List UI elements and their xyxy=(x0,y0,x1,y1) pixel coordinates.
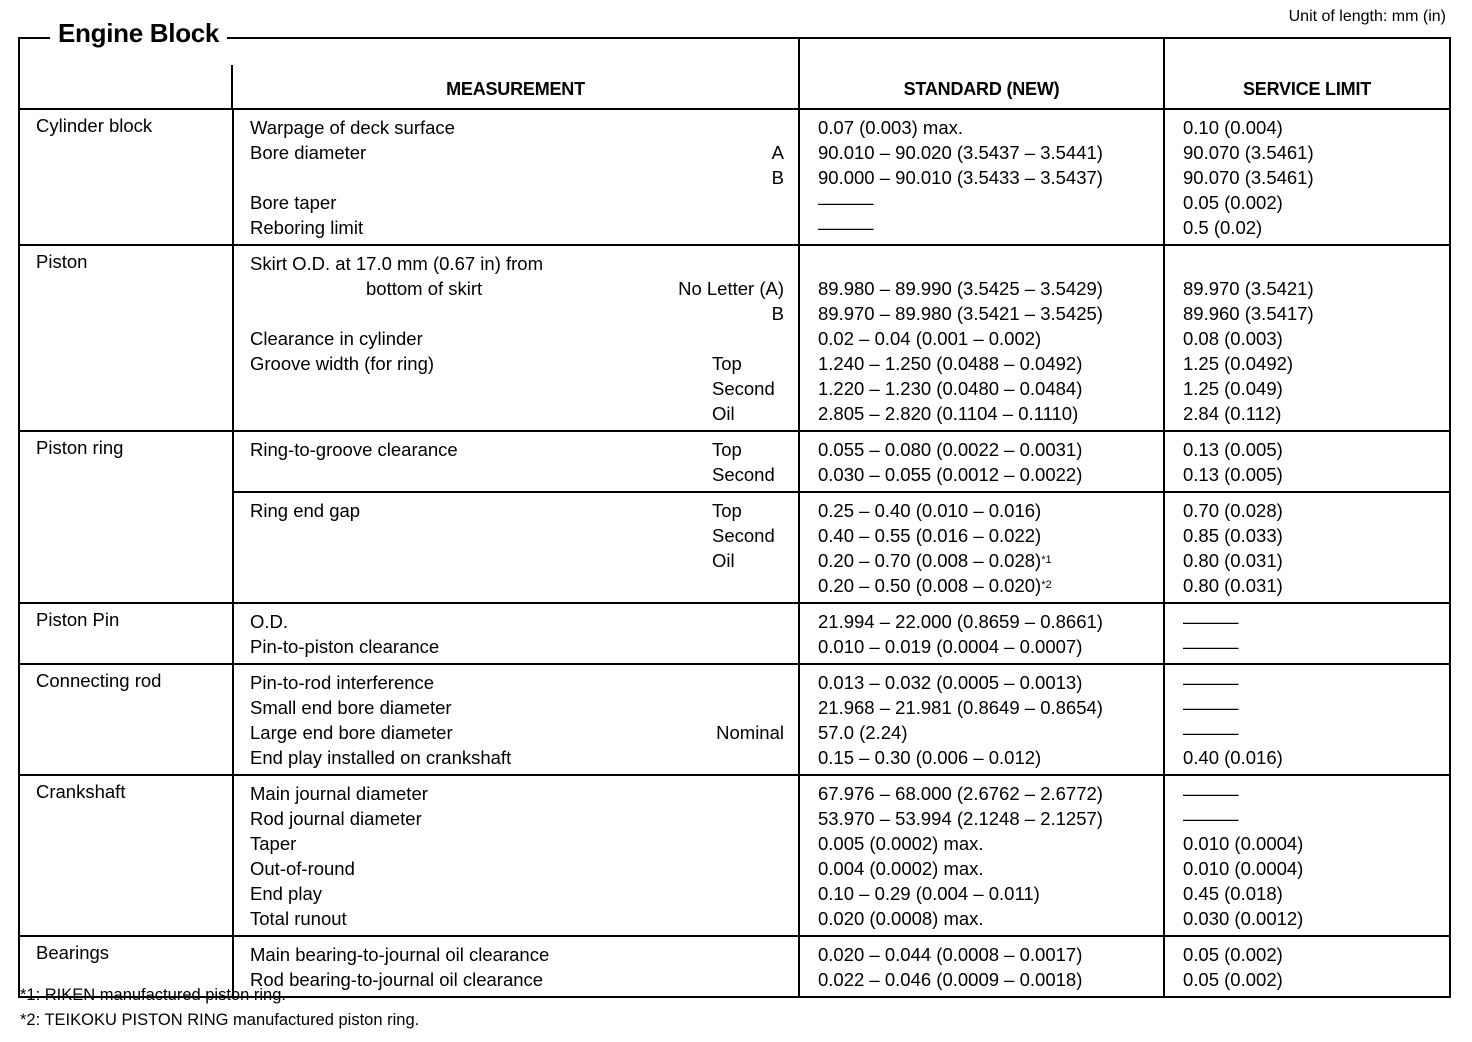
service-limit-cell xyxy=(1164,775,1450,936)
measurement-text xyxy=(250,462,712,487)
measurement-line xyxy=(250,695,784,720)
measurement-line xyxy=(250,498,784,523)
standard-value: 2.805 – 2.820 (0.1104 – 0.1110) xyxy=(818,403,1079,424)
standard-line xyxy=(818,215,1163,240)
standard-value: 1.240 – 1.250 (0.0488 – 0.0492) xyxy=(818,353,1083,374)
service-limit-line xyxy=(1183,548,1449,573)
measurement-line xyxy=(250,190,784,215)
service-limit-value: 0.70 (0.028) xyxy=(1183,500,1283,521)
service-limit-line xyxy=(1183,720,1449,745)
measurement-text: Main bearing-to-journal oil clearance xyxy=(250,944,550,965)
standard-line xyxy=(818,856,1163,881)
service-limit-line xyxy=(1183,251,1449,276)
service-limit-line xyxy=(1183,190,1449,215)
component-name: Connecting rod xyxy=(19,664,233,775)
standard-line xyxy=(818,745,1163,770)
standard-value: 0.055 – 0.080 (0.0022 – 0.0031) xyxy=(818,439,1083,460)
standard-value: 0.40 – 0.55 (0.016 – 0.022) xyxy=(818,525,1042,546)
measurement-text xyxy=(250,573,784,598)
measurement-line xyxy=(250,140,784,165)
standard-value: ——— xyxy=(818,192,874,213)
measurement-line xyxy=(250,301,784,326)
service-limit-value: ——— xyxy=(1183,783,1239,804)
measurement-text: Rod bearing-to-journal oil clearance xyxy=(250,969,544,990)
standard-value: 0.15 – 0.30 (0.006 – 0.012) xyxy=(818,747,1042,768)
service-limit-value: 0.85 (0.033) xyxy=(1183,525,1283,546)
service-limit-value: ——— xyxy=(1183,672,1239,693)
service-limit-value: 0.10 (0.004) xyxy=(1183,117,1283,138)
standard-value: 0.02 – 0.04 (0.001 – 0.002) xyxy=(818,328,1042,349)
measurement-text xyxy=(250,301,772,326)
standard-line xyxy=(818,462,1163,487)
measurement-text: O.D. xyxy=(250,611,289,632)
service-limit-value: 90.070 (3.5461) xyxy=(1183,142,1314,163)
service-limit-value: 89.970 (3.5421) xyxy=(1183,278,1314,299)
standard-line xyxy=(818,326,1163,351)
measurement-qualifier: Oil xyxy=(712,550,735,571)
service-limit-line xyxy=(1183,462,1449,487)
service-limit-value: 0.13 (0.005) xyxy=(1183,439,1283,460)
table-row xyxy=(19,245,1450,431)
service-limit-line xyxy=(1183,523,1449,548)
standard-line xyxy=(818,609,1163,634)
standard-line xyxy=(818,548,1163,573)
standard-value: 0.10 – 0.29 (0.004 – 0.011) xyxy=(818,883,1040,904)
measurement-qualifier: B xyxy=(771,303,784,324)
measurement-text: Bore diameter xyxy=(250,142,367,163)
service-limit-value: 0.5 (0.02) xyxy=(1183,217,1263,238)
standard-line xyxy=(818,351,1163,376)
measurement-line xyxy=(250,856,784,881)
measurement-cell xyxy=(233,775,799,936)
standard-line xyxy=(818,498,1163,523)
standard-line xyxy=(818,720,1163,745)
standard-line xyxy=(818,781,1163,806)
standard-value: 0.010 – 0.019 (0.0004 – 0.0007) xyxy=(818,636,1083,657)
standard-value: 0.020 – 0.044 (0.0008 – 0.0017) xyxy=(818,944,1083,965)
service-limit-cell xyxy=(1164,245,1450,431)
standard-line xyxy=(818,115,1163,140)
standard-line xyxy=(818,165,1163,190)
component-name: Cylinder block xyxy=(19,109,233,245)
measurement-line xyxy=(250,831,784,856)
standard-value: 0.005 (0.0002) max. xyxy=(818,833,984,854)
service-limit-value: 0.40 (0.016) xyxy=(1183,747,1283,768)
service-limit-cell xyxy=(1164,431,1450,492)
standard-cell xyxy=(799,431,1164,492)
service-limit-line xyxy=(1183,573,1449,598)
footnote-1: *1: RIKEN manufactured piston ring. xyxy=(20,986,286,1004)
standard-value: 0.013 – 0.032 (0.0005 – 0.0013) xyxy=(818,672,1083,693)
engine-block-spec-table xyxy=(18,37,1451,998)
standard-value: 0.20 – 0.50 (0.008 – 0.020) xyxy=(818,575,1042,596)
measurement-line xyxy=(250,215,784,240)
standard-line xyxy=(818,806,1163,831)
measurement-line xyxy=(250,720,784,745)
standard-line xyxy=(818,967,1163,992)
table-row xyxy=(19,109,1450,245)
service-limit-value: ——— xyxy=(1183,808,1239,829)
measurement-line xyxy=(250,401,784,426)
measurement-text: Reboring limit xyxy=(250,217,364,238)
service-limit-line xyxy=(1183,781,1449,806)
standard-line xyxy=(818,276,1163,301)
measurement-text xyxy=(250,523,712,548)
service-limit-line xyxy=(1183,695,1449,720)
measurement-text: Ring end gap xyxy=(250,500,361,521)
footnote-2: *2: TEIKOKU PISTON RING manufactured piston ring. xyxy=(20,1011,420,1029)
measurement-qualifier: Second xyxy=(712,464,775,485)
unit-note: Unit of length: mm (in) xyxy=(1288,8,1446,25)
service-limit-cell xyxy=(1164,936,1450,997)
measurement-qualifier: Nominal xyxy=(716,722,784,743)
measurement-cell xyxy=(233,109,799,245)
service-limit-line xyxy=(1183,437,1449,462)
measurement-qualifier: Top xyxy=(712,500,742,521)
page-title: Engine Block xyxy=(50,18,227,49)
measurement-line xyxy=(250,634,784,659)
standard-value: ——— xyxy=(818,217,874,238)
service-limit-line xyxy=(1183,301,1449,326)
standard-line xyxy=(818,251,1163,276)
measurement-line xyxy=(250,745,784,770)
standard-line xyxy=(818,881,1163,906)
standard-value: 57.0 (2.24) xyxy=(818,722,908,743)
measurement-line xyxy=(250,609,784,634)
table-row xyxy=(19,603,1450,664)
service-limit-line xyxy=(1183,165,1449,190)
measurement-text: Clearance in cylinder xyxy=(250,328,423,349)
measurement-text: bottom of skirt xyxy=(366,278,483,299)
measurement-line xyxy=(250,906,784,931)
standard-value: 0.25 – 0.40 (0.010 – 0.016) xyxy=(818,500,1042,521)
standard-value: 0.20 – 0.70 (0.008 – 0.028) xyxy=(818,550,1042,571)
standard-value: 0.030 – 0.055 (0.0012 – 0.0022) xyxy=(818,464,1083,485)
measurement-text: Bore taper xyxy=(250,192,337,213)
measurement-line xyxy=(250,437,784,462)
standard-value: 90.010 – 90.020 (3.5437 – 3.5441) xyxy=(818,142,1103,163)
measurement-line xyxy=(250,548,784,573)
standard-cell xyxy=(799,664,1164,775)
standard-line xyxy=(818,695,1163,720)
standard-cell xyxy=(799,492,1164,603)
standard-value: 0.020 (0.0008) max. xyxy=(818,908,984,929)
measurement-text: Warpage of deck surface xyxy=(250,117,455,138)
service-limit-line xyxy=(1183,881,1449,906)
service-limit-line xyxy=(1183,856,1449,881)
standard-line xyxy=(818,301,1163,326)
standard-value: 0.07 (0.003) max. xyxy=(818,117,963,138)
service-limit-line xyxy=(1183,498,1449,523)
service-limit-value: 0.80 (0.031) xyxy=(1183,550,1283,571)
service-limit-value: 2.84 (0.112) xyxy=(1183,403,1282,424)
standard-line xyxy=(818,376,1163,401)
measurement-text xyxy=(250,376,712,401)
measurement-text: Pin-to-rod interference xyxy=(250,672,435,693)
measurement-cell xyxy=(233,245,799,431)
measurement-line xyxy=(250,115,784,140)
measurement-text xyxy=(250,401,712,426)
measurement-line xyxy=(250,251,784,276)
measurement-line xyxy=(250,351,784,376)
service-limit-value: 0.05 (0.002) xyxy=(1183,944,1283,965)
header-row xyxy=(19,38,1450,109)
measurement-line xyxy=(250,523,784,548)
standard-value: 89.980 – 89.990 (3.5425 – 3.5429) xyxy=(818,278,1103,299)
service-limit-line xyxy=(1183,745,1449,770)
service-limit-line xyxy=(1183,831,1449,856)
measurement-text: Out-of-round xyxy=(250,858,355,879)
measurement-line xyxy=(250,326,784,351)
standard-value: 21.994 – 22.000 (0.8659 – 0.8661) xyxy=(818,611,1103,632)
measurement-line xyxy=(250,881,784,906)
service-limit-cell xyxy=(1164,492,1450,603)
measurement-text: Taper xyxy=(250,833,297,854)
service-limit-value: 0.05 (0.002) xyxy=(1183,969,1283,990)
component-name: Crankshaft xyxy=(19,775,233,936)
standard-line xyxy=(818,670,1163,695)
measurement-line xyxy=(250,376,784,401)
standard-cell xyxy=(799,245,1164,431)
service-limit-value: 1.25 (0.049) xyxy=(1183,378,1283,399)
service-limit-value: 1.25 (0.0492) xyxy=(1183,353,1294,374)
measurement-qualifier: No Letter (A) xyxy=(678,278,784,299)
service-limit-value: 0.45 (0.018) xyxy=(1183,883,1283,904)
measurement-text: Ring-to-groove clearance xyxy=(250,439,458,460)
service-limit-line xyxy=(1183,215,1449,240)
service-limit-line xyxy=(1183,634,1449,659)
service-limit-value: ——— xyxy=(1183,636,1239,657)
service-limit-value: ——— xyxy=(1183,697,1239,718)
standard-value: 0.022 – 0.046 (0.0009 – 0.0018) xyxy=(818,969,1083,990)
measurement-text: Large end bore diameter xyxy=(250,722,453,743)
header-service-limit: SERVICE LIMIT xyxy=(1164,38,1450,109)
standard-line xyxy=(818,437,1163,462)
component-name: Bearings xyxy=(19,936,233,997)
service-limit-cell xyxy=(1164,109,1450,245)
measurement-line xyxy=(250,967,784,992)
standard-value: 67.976 – 68.000 (2.6762 – 2.6772) xyxy=(818,783,1103,804)
measurement-text: End play installed on crankshaft xyxy=(250,747,512,768)
component-name: Piston ring xyxy=(19,431,233,603)
standard-value: 0.004 (0.0002) max. xyxy=(818,858,984,879)
measurement-qualifier: Top xyxy=(712,353,742,374)
measurement-text: Groove width (for ring) xyxy=(250,353,435,374)
component-name: Piston xyxy=(19,245,233,431)
service-limit-value: 0.010 (0.0004) xyxy=(1183,833,1304,854)
service-limit-value: ——— xyxy=(1183,722,1239,743)
measurement-qualifier: Second xyxy=(712,525,775,546)
service-limit-line xyxy=(1183,140,1449,165)
measurement-text xyxy=(250,548,712,573)
measurement-line xyxy=(250,462,784,487)
standard-value: 90.000 – 90.010 (3.5433 – 3.5437) xyxy=(818,167,1103,188)
standard-line xyxy=(818,523,1163,548)
measurement-line xyxy=(250,573,784,598)
service-limit-value: 0.05 (0.002) xyxy=(1183,192,1283,213)
measurement-line xyxy=(250,670,784,695)
standard-line xyxy=(818,831,1163,856)
standard-line xyxy=(818,190,1163,215)
table-row xyxy=(19,664,1450,775)
measurement-qualifier: A xyxy=(771,142,784,163)
header-measurement: MEASUREMENT xyxy=(233,38,799,109)
measurement-line xyxy=(250,781,784,806)
measurement-text: Small end bore diameter xyxy=(250,697,452,718)
service-limit-line xyxy=(1183,806,1449,831)
measurement-cell xyxy=(233,603,799,664)
standard-line xyxy=(818,942,1163,967)
measurement-qualifier: Top xyxy=(712,439,742,460)
measurement-qualifier: Second xyxy=(712,378,775,399)
service-limit-value: 0.030 (0.0012) xyxy=(1183,908,1304,929)
header-standard: STANDARD (NEW) xyxy=(799,38,1164,109)
measurement-cell xyxy=(233,431,799,492)
footnote-ref: *2 xyxy=(1041,579,1052,591)
measurement-cell xyxy=(233,492,799,603)
service-limit-line xyxy=(1183,906,1449,931)
footnote-ref: *1 xyxy=(1041,554,1052,566)
standard-value: 21.968 – 21.981 (0.8649 – 0.8654) xyxy=(818,697,1103,718)
service-limit-line xyxy=(1183,115,1449,140)
service-limit-cell xyxy=(1164,603,1450,664)
standard-value: 53.970 – 53.994 (2.1248 – 2.1257) xyxy=(818,808,1103,829)
service-limit-line xyxy=(1183,376,1449,401)
table-row xyxy=(19,431,1450,492)
service-limit-line xyxy=(1183,967,1449,992)
measurement-cell xyxy=(233,936,799,997)
service-limit-line xyxy=(1183,351,1449,376)
measurement-text xyxy=(250,165,772,190)
measurement-qualifier: Oil xyxy=(712,403,735,424)
measurement-line xyxy=(250,165,784,190)
service-limit-value: ——— xyxy=(1183,611,1239,632)
standard-cell xyxy=(799,603,1164,664)
service-limit-value: 0.010 (0.0004) xyxy=(1183,858,1304,879)
measurement-text: Pin-to-piston clearance xyxy=(250,636,440,657)
measurement-text: End play xyxy=(250,883,322,904)
measurement-cell xyxy=(233,664,799,775)
table-row xyxy=(19,775,1450,936)
standard-line xyxy=(818,573,1163,598)
service-limit-line xyxy=(1183,276,1449,301)
measurement-text: Skirt O.D. at 17.0 mm (0.67 in) from xyxy=(250,253,543,274)
standard-line xyxy=(818,401,1163,426)
measurement-text: Total runout xyxy=(250,908,347,929)
measurement-line xyxy=(250,276,784,301)
measurement-line xyxy=(250,806,784,831)
service-limit-value: 0.13 (0.005) xyxy=(1183,464,1283,485)
service-limit-line xyxy=(1183,401,1449,426)
service-limit-line xyxy=(1183,670,1449,695)
service-limit-line xyxy=(1183,942,1449,967)
service-limit-cell xyxy=(1164,664,1450,775)
measurement-text: Rod journal diameter xyxy=(250,808,422,829)
measurement-text: Main journal diameter xyxy=(250,783,428,804)
standard-line xyxy=(818,140,1163,165)
standard-cell xyxy=(799,775,1164,936)
standard-line xyxy=(818,906,1163,931)
standard-line xyxy=(818,634,1163,659)
standard-value: 1.220 – 1.230 (0.0480 – 0.0484) xyxy=(818,378,1083,399)
component-name: Piston Pin xyxy=(19,603,233,664)
standard-cell xyxy=(799,109,1164,245)
service-limit-value: 0.08 (0.003) xyxy=(1183,328,1283,349)
service-limit-value: 90.070 (3.5461) xyxy=(1183,167,1314,188)
standard-cell xyxy=(799,936,1164,997)
service-limit-value: 0.80 (0.031) xyxy=(1183,575,1283,596)
service-limit-value: 89.960 (3.5417) xyxy=(1183,303,1314,324)
service-limit-line xyxy=(1183,326,1449,351)
measurement-qualifier: B xyxy=(771,167,784,188)
standard-value: 89.970 – 89.980 (3.5421 – 3.5425) xyxy=(818,303,1103,324)
table-row xyxy=(19,492,1450,603)
measurement-line xyxy=(250,942,784,967)
service-limit-line xyxy=(1183,609,1449,634)
